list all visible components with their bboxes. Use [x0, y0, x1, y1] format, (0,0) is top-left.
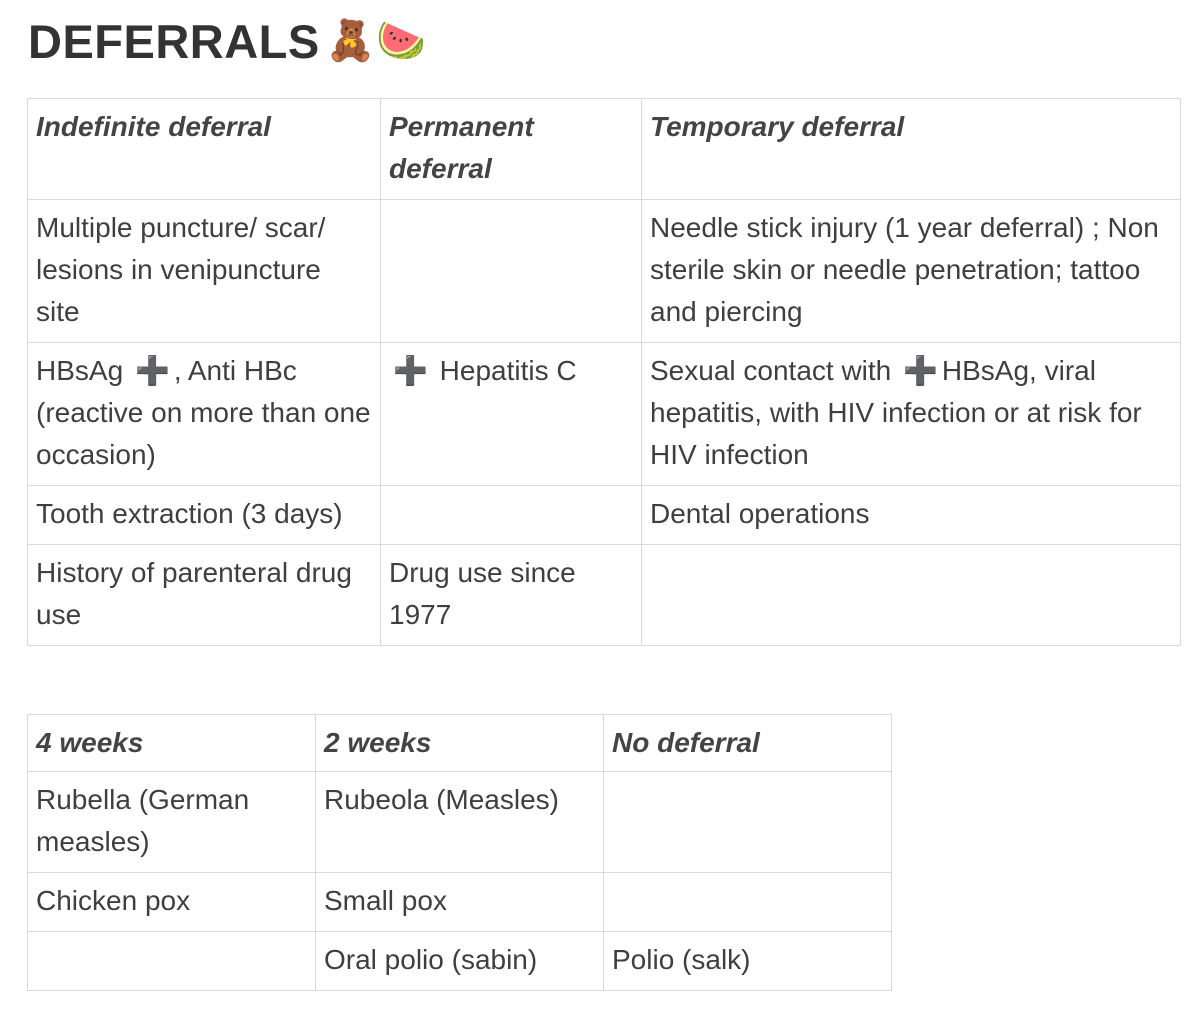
table-cell [604, 873, 892, 932]
table-cell: Drug use since 1977 [381, 545, 642, 646]
header-no-deferral: No deferral [604, 715, 892, 772]
deferral-table [27, 98, 1181, 646]
plus-icon: ➕ [903, 354, 938, 387]
table-cell [642, 545, 1181, 646]
table-cell: Chicken pox [28, 873, 316, 932]
table-cell: History of parenteral drug use [28, 545, 381, 646]
header-indefinite-deferral: Indefinite deferral [28, 99, 381, 200]
teddy-bear-watermelon-emoji-icon: 🧸🍉 [325, 18, 427, 64]
table-cell: Dental operations [642, 486, 1181, 545]
header-2-weeks: 2 weeks [316, 715, 604, 772]
page-title [28, 14, 426, 69]
table-row [28, 772, 892, 873]
vaccine-deferral-table [27, 714, 892, 991]
table-row [28, 545, 1181, 646]
cell-text: HBsAg [36, 355, 124, 386]
table-cell [381, 200, 642, 343]
page-title-text: DEFERRALS [28, 15, 320, 68]
table-cell: Multiple puncture/ scar/ lesions in venipuncture site [28, 200, 381, 343]
table-cell: Small pox [316, 873, 604, 932]
table-cell [381, 343, 642, 486]
table-cell [28, 932, 316, 991]
table-row [28, 932, 892, 991]
table-cell [642, 343, 1181, 486]
plus-icon: ➕ [134, 354, 170, 387]
cell-text: Sexual contact with [650, 355, 892, 386]
cell-text: HBsAg, viral hepatitis, with HIV infection or at risk for HIV infection [650, 355, 1142, 470]
table-cell: Tooth extraction (3 days) [28, 486, 381, 545]
header-permanent-deferral: Permanent deferral [381, 99, 642, 200]
plus-icon: ➕ [393, 354, 428, 387]
table-cell [28, 343, 381, 486]
table-cell: Oral polio (sabin) [316, 932, 604, 991]
table-row [28, 200, 1181, 343]
table-cell: Polio (salk) [604, 932, 892, 991]
table-cell: Rubella (German measles) [28, 772, 316, 873]
cell-text: Hepatitis C [439, 355, 577, 386]
header-4-weeks: 4 weeks [28, 715, 316, 772]
table-cell: Rubeola (Measles) [316, 772, 604, 873]
table-cell [381, 486, 642, 545]
table-header-row [28, 99, 1181, 200]
table-row [28, 486, 1181, 545]
table-row [28, 343, 1181, 486]
table-header-row [28, 715, 892, 772]
table-cell: Needle stick injury (1 year deferral) ; Non sterile skin or needle penetration; tattoo and piercing [642, 200, 1181, 343]
table-row [28, 873, 892, 932]
header-temporary-deferral: Temporary deferral [642, 99, 1181, 200]
cell-text: , Anti HBc (reactive on more than one occasion) [36, 355, 371, 470]
table-cell [604, 772, 892, 873]
